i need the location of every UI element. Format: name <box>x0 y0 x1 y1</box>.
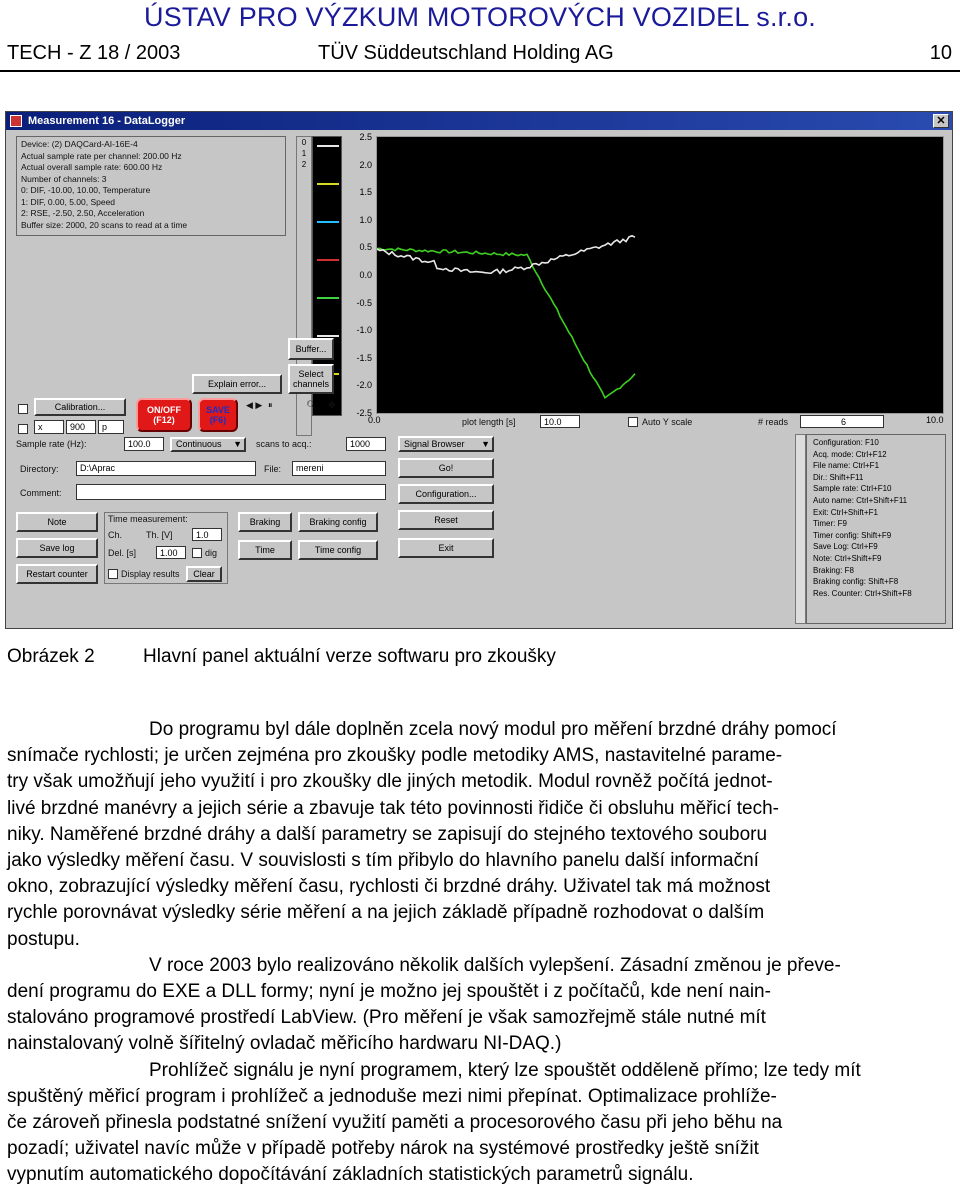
report-number: TECH - Z 18 / 2003 <box>7 42 181 64</box>
configuration-button[interactable]: Configuration... <box>398 484 494 504</box>
braking-config-button[interactable]: Braking config <box>298 512 378 532</box>
text-line: jako výsledky měření času. V souvislosti s tím přibylo do hlavního panelu další informační <box>7 850 759 872</box>
zoom-icon[interactable]: 🔍︎ <box>306 400 318 410</box>
header-rule <box>0 70 960 72</box>
pause-icon[interactable]: ⏸ <box>268 400 273 410</box>
number-field[interactable]: 900 <box>66 420 96 434</box>
shortcut-line: Dir.: Shift+F11 <box>813 472 864 482</box>
ch-label: Ch. <box>108 530 123 540</box>
shortcut-line: Configuration: F10 <box>813 438 879 447</box>
paragraph <box>7 717 953 953</box>
legend-swatch <box>317 183 339 185</box>
close-icon[interactable]: ✕ <box>933 114 949 128</box>
body-text <box>7 717 953 1189</box>
info-line: Device: (2) DAQCard-AI-16E-4 <box>21 139 138 149</box>
dig-checkbox[interactable] <box>192 548 202 558</box>
save-button[interactable]: SAVE (F6) <box>198 398 238 432</box>
text-line: Prohlížeč signálu je nyní programem, který lze spouštět odděleně přímo; lze tedy mít <box>149 1059 861 1081</box>
arrow-icon[interactable]: ◀ ▶ <box>246 400 263 410</box>
shortcuts-panel <box>806 434 946 624</box>
info-line: Actual overall sample rate: 600.00 Hz <box>21 162 163 172</box>
time-button[interactable]: Time <box>238 540 292 560</box>
y-tick-label: 1.5 <box>359 187 372 198</box>
go-button[interactable]: Go! <box>398 458 494 478</box>
text-line: okno, zobrazující výsledky měření času, rychlosti či brzdné dráhy. Uživatel tak má možnost <box>7 876 771 898</box>
time-measurement-label: Time measurement: <box>108 514 188 524</box>
info-line: 1: DIF, 0.00, 5.00, Speed <box>21 196 116 207</box>
y-tick-label: 0.0 <box>359 270 372 280</box>
signal-browser-label: Signal Browser <box>404 438 465 449</box>
y-tick-label: 1.0 <box>359 214 372 225</box>
cursor-icon[interactable]: ✥ <box>328 400 336 410</box>
y-tick-label: -2.0 <box>356 380 372 391</box>
th-label: Th. [V] <box>146 530 173 540</box>
y-tick-label: -1.5 <box>356 352 372 363</box>
shortcut-line: Exit: Ctrl+Shift+F1 <box>813 507 878 517</box>
shortcut-line: Note: Ctrl+Shift+F9 <box>813 553 882 563</box>
figure-caption: Hlavní panel aktuální verze softwaru pro zkoušky <box>143 646 556 667</box>
comment-field[interactable] <box>76 484 386 500</box>
info-line: 0: DIF, -10.00, 10.00, Temperature <box>21 185 151 195</box>
paragraph <box>7 1058 953 1189</box>
text-line: try však umožňují jeho využití i pro zkoušky dle jiných metodik. Modul rovněž počítá jednot- <box>7 771 773 793</box>
reads-label: # reads <box>758 417 789 427</box>
paragraph <box>7 953 953 1058</box>
shortcut-line: Sample rate: Ctrl+F10 <box>813 484 892 494</box>
file-field[interactable]: mereni <box>292 461 386 476</box>
text-line: postupu. <box>7 928 80 950</box>
legend-swatch <box>317 145 339 147</box>
y-tick-label: 2.0 <box>359 159 372 170</box>
text-line: rychle porovnávat výsledky série měření a na jejich základě případně rozhodovat o dalším <box>7 902 765 924</box>
plot-length-field[interactable]: 10.0 <box>540 415 580 428</box>
explain-error-button[interactable]: Explain error... <box>192 374 282 394</box>
sample-rate-label: Sample rate (Hz): <box>16 439 87 449</box>
acceleration-trace <box>377 248 635 398</box>
text-line: V roce 2003 bylo realizováno několik dalších vylepšení. Zásadní změnou je převe- <box>149 954 841 976</box>
channel-index[interactable]: 2 <box>301 160 307 169</box>
save-log-button[interactable]: Save log <box>16 538 98 558</box>
channel-index[interactable]: 0 <box>301 138 307 147</box>
device-info-box <box>16 136 286 236</box>
shortcut-line: File name: Ctrl+F1 <box>813 461 880 471</box>
chevron-down-icon: ▼ <box>481 438 490 449</box>
channel-index[interactable]: 1 <box>301 149 307 158</box>
buffer-button[interactable]: Buffer... <box>288 338 334 360</box>
text-line: nainstalovaný volně šířitelný ovladač měřicího hardwaru NI-DAQ.) <box>7 1033 562 1055</box>
auto-y-scale-checkbox[interactable] <box>628 417 638 427</box>
shortcut-line: Res. Counter: Ctrl+Shift+F8 <box>813 588 912 598</box>
company-name: TÜV Süddeutschland Holding AG <box>318 42 614 64</box>
calibration-button[interactable]: Calibration... <box>34 398 126 416</box>
legend-swatch <box>317 297 339 299</box>
channel-checkbox[interactable] <box>18 424 28 434</box>
legend-swatch <box>317 259 339 261</box>
shortcut-line: Braking: F8 <box>813 565 854 575</box>
shortcut-line: Timer: F9 <box>813 519 847 529</box>
figure-label: Obrázek 2 <box>7 646 95 667</box>
delay-field[interactable]: 1.00 <box>156 546 186 559</box>
scans-field[interactable]: 1000 <box>346 437 386 451</box>
time-config-button[interactable]: Time config <box>298 540 378 560</box>
datalogger-screenshot <box>5 111 953 629</box>
restart-counter-button[interactable]: Restart counter <box>16 564 98 584</box>
legend-swatch <box>317 221 339 223</box>
page-number: 10 <box>929 42 952 64</box>
auto-y-scale-label: Auto Y scale <box>642 417 693 427</box>
info-line: Number of channels: 3 <box>21 173 107 184</box>
speed-trace <box>377 236 635 274</box>
info-line: Actual sample rate per channel: 200.00 Hz <box>21 150 182 161</box>
scans-label: scans to acq.: <box>256 439 312 449</box>
signal-browser-button[interactable] <box>398 436 494 452</box>
window-titlebar <box>6 112 952 130</box>
x-tick-label: 0.0 <box>368 415 381 425</box>
chevron-down-icon: ▼ <box>233 439 242 450</box>
signal-plot <box>376 136 944 414</box>
shortcut-line: Timer config: Shift+F9 <box>813 530 892 540</box>
shortcut-line: Save Log: Ctrl+F9 <box>813 542 878 552</box>
shortcut-line: Auto name: Ctrl+Shift+F11 <box>813 495 908 505</box>
unit-field[interactable]: p <box>98 420 124 434</box>
signal-plot-svg <box>377 137 943 413</box>
app-icon <box>10 115 22 127</box>
del-label: Del. [s] <box>108 548 137 558</box>
on-off-button[interactable]: ON/OFF (F12) <box>136 398 192 432</box>
comment-label: Comment: <box>20 488 62 498</box>
text-line: niky. Naměřené brzdné dráhy a další parametry se zapisují do stejného textového souboru <box>7 823 768 845</box>
y-tick-label: -1.0 <box>356 325 372 336</box>
shortcut-line: Braking config: Shift+F8 <box>813 577 899 587</box>
plot-length-label: plot length [s] <box>462 417 516 427</box>
window-title: Measurement 16 - DataLogger <box>28 115 186 127</box>
clear-button[interactable]: Clear <box>186 566 222 582</box>
reset-button[interactable]: Reset <box>398 510 494 530</box>
text-line: vypnutím automatického dopočítávání základních statistických parametrů signálu. <box>7 1164 694 1186</box>
directory-label: Directory: <box>20 464 59 474</box>
directory-field[interactable]: D:\Aprac <box>76 461 256 476</box>
file-label: File: <box>264 464 282 474</box>
sample-rate-field[interactable]: 100.0 <box>124 437 164 451</box>
text-line: livé brzdné manévry a jejich série a zbavuje tak této povinnosti řidiče či obsluhu měřicí tech- <box>7 797 779 819</box>
running-header <box>0 42 960 68</box>
display-results-checkbox[interactable] <box>108 569 118 579</box>
exit-button[interactable]: Exit <box>398 538 494 558</box>
threshold-field[interactable]: 1.0 <box>192 528 222 541</box>
text-line: spuštěný měřicí program i prohlížeč a jednoduše mezi nimi přepínat. Optimalizace prohlíže- <box>7 1085 777 1107</box>
channel-field[interactable]: x <box>34 420 64 434</box>
calibration-checkbox[interactable] <box>18 404 28 414</box>
display-results-label: Display results <box>121 569 180 579</box>
y-tick-label: -0.5 <box>356 297 372 308</box>
note-button[interactable]: Note <box>16 512 98 532</box>
select-channels-button[interactable]: Select channels <box>288 364 334 394</box>
shortcuts-scrollbar[interactable] <box>795 434 806 624</box>
text-line: pozadí; uživatel navíc může v případě potřeby nárok na systémové prostředky ještě snížit <box>7 1138 759 1160</box>
mode-value: Continuous <box>176 439 222 450</box>
mode-select[interactable] <box>170 437 246 452</box>
y-tick-label: 2.5 <box>359 132 372 142</box>
y-tick-label: 0.5 <box>359 242 372 253</box>
legend-swatch <box>317 335 339 337</box>
text-line: stalováno programové prostředí LabView. (Pro měření je však samozřejmě stále nutné mít <box>7 1007 766 1029</box>
dig-label: dig <box>205 548 218 558</box>
shortcut-line: Acq. mode: Ctrl+F12 <box>813 449 887 459</box>
y-tick-label: -2.5 <box>356 408 372 418</box>
info-line: 2: RSE, -2.50, 2.50, Acceleration <box>21 208 145 218</box>
organization-title: ÚSTAV PRO VÝZKUM MOTOROVÝCH VOZIDEL s.r.o. <box>144 2 816 32</box>
text-line: snímače rychlosti; je určen zejména pro zkoušky podle metodiky AMS, nastavitelné parame- <box>7 745 783 767</box>
x-tick-label: 10.0 <box>926 415 944 425</box>
info-line: Buffer size: 2000, 20 scans to read at a time <box>21 219 188 230</box>
braking-button[interactable]: Braking <box>238 512 292 532</box>
y-axis <box>344 132 374 418</box>
text-line: dení programu do EXE a DLL formy; nyní je možno jej spouštět i z počítačů, kde není nain- <box>7 981 771 1003</box>
reads-field[interactable]: 6 <box>800 415 884 428</box>
text-line: če zároveň přinesla podstatné snížení využití paměti a procesorového času při jeho běhu na <box>7 1112 783 1134</box>
text-line: Do programu byl dále doplněn zcela nový modul pro měření brzdné dráhy pomocí <box>149 719 837 740</box>
